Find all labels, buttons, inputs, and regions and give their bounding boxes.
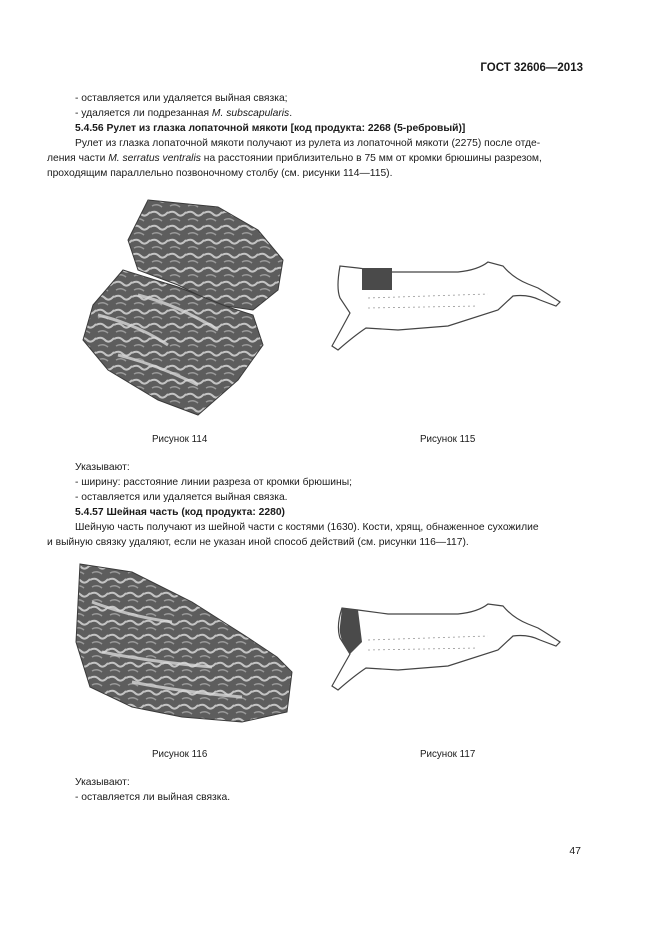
list-item: - оставляется или удаляется выйная связка;: [75, 93, 288, 104]
specify-label: Указывают:: [75, 462, 130, 473]
figure-116-neck-meat: [72, 562, 294, 727]
figure-caption: Рисунок 115: [420, 434, 476, 445]
paragraph-line: и выйную связку удаляют, если не указан иной способ действий (см. рисунки 116—117).: [47, 537, 469, 548]
standard-header: ГОСТ 32606—2013: [480, 62, 583, 74]
figure-114-meat-roll: [78, 195, 298, 420]
list-item: - ширину: расстояние линии разреза от кромки брюшины;: [75, 477, 352, 488]
figure-caption: Рисунок 116: [152, 749, 208, 760]
paragraph-line: Рулет из глазка лопаточной мякоти получают из рулета из лопаточной мякоти (2275) после отде-: [75, 138, 541, 149]
section-heading-5-4-56: 5.4.56 Рулет из глазка лопаточной мякоти [код продукта: 2268 (5-ребровый)]: [75, 123, 466, 134]
page-number: 47: [569, 845, 581, 857]
section-heading-5-4-57: 5.4.57 Шейная часть (код продукта: 2280): [75, 507, 285, 518]
list-item: - оставляется или удаляется выйная связка.: [75, 492, 288, 503]
list-item: - оставляется ли выйная связка.: [75, 792, 231, 803]
paragraph-line: проходящим параллельно позвоночному столбу (см. рисунки 114—115).: [47, 168, 393, 179]
paragraph-line: ления части M. serratus ventralis на расстоянии приблизительно в 75 мм от кромки брюшины разрезом,: [47, 153, 542, 164]
specify-label: Указывают:: [75, 777, 130, 788]
paragraph-line: Шейную часть получают из шейной части с костями (1630). Кости, хрящ, обнаженное сухожилие: [75, 522, 539, 533]
figure-caption: Рисунок 114: [152, 434, 208, 445]
figure-115-carcass-diagram: [328, 258, 560, 354]
figure-caption: Рисунок 117: [420, 749, 476, 760]
figure-117-carcass-diagram: [328, 602, 560, 694]
list-item: - удаляется ли подрезанная M. subscapularis.: [75, 108, 293, 119]
